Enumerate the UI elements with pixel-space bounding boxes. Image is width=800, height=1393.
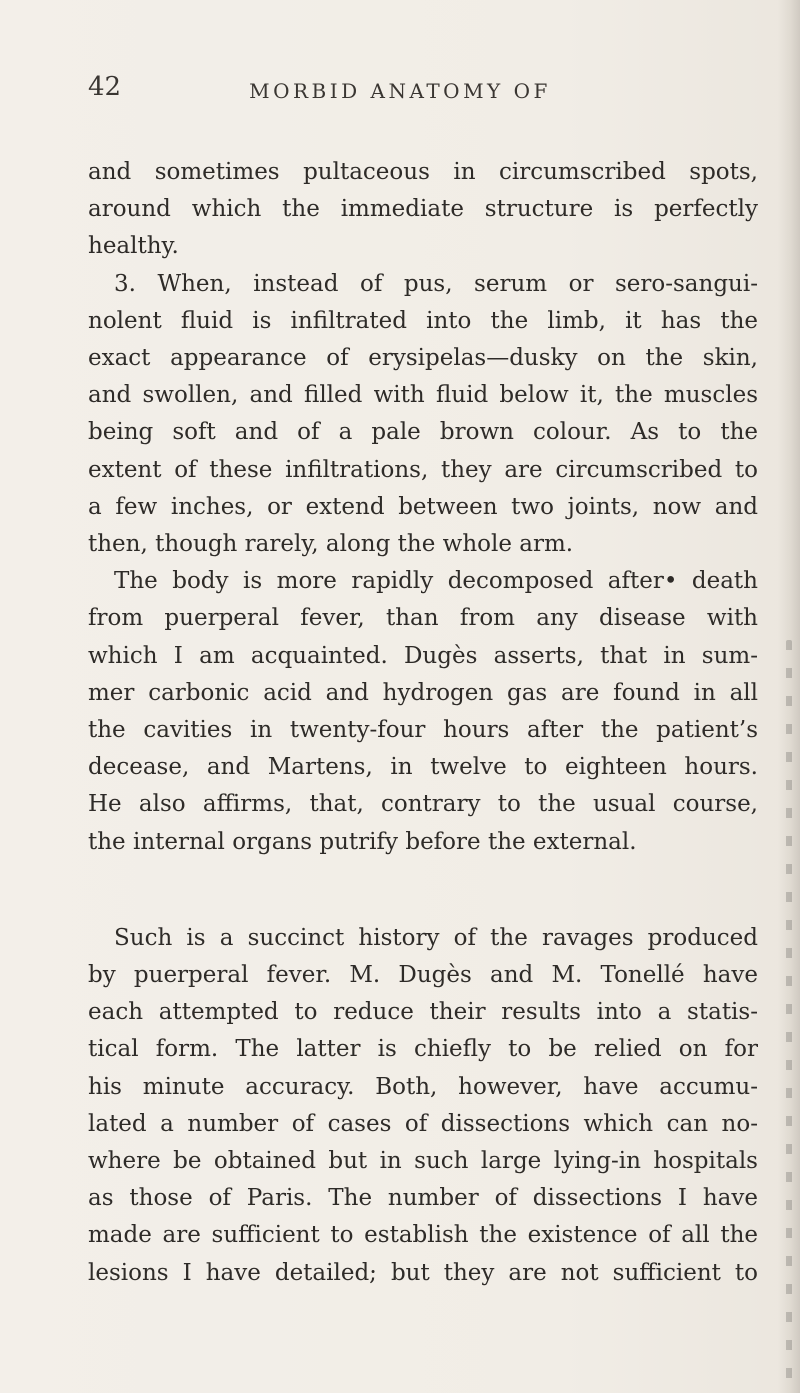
page-number: 42	[88, 72, 122, 102]
text-line: a few inches, or extend between two joints, now and	[88, 493, 758, 520]
text-line: tical form. The latter is chiefly to be relied on for	[88, 1036, 758, 1063]
text-line: and swollen, and filled with fluid below it, the muscles	[88, 382, 758, 409]
text-line: decease, and Martens, in twelve to eighteen hours.	[88, 754, 758, 781]
text-line: from puerperal fever, than from any disease with	[88, 605, 758, 632]
section-spacer	[88, 861, 758, 920]
running-title: MORBID ANATOMY OF	[249, 79, 551, 103]
text-line: made are sufficient to establish the existence of all the	[88, 1222, 758, 1249]
paragraph-summary	[88, 920, 758, 1292]
text-line: being soft and of a pale brown colour. As to the	[88, 419, 758, 446]
text-line: around which the immediate structure is perfectly	[88, 196, 758, 223]
paragraph-decomposition	[88, 563, 758, 861]
text-line: then, though rarely, along the whole arm.	[88, 531, 574, 558]
paragraph-continuation	[88, 154, 758, 266]
text-line: He also affirms, that, contrary to the usual course,	[88, 791, 758, 818]
text-line: The body is more rapidly decomposed after• death	[114, 568, 758, 595]
text-line: each attempted to reduce their results into a statis-	[88, 999, 758, 1026]
text-line: as those of Paris. The number of dissections I have	[88, 1185, 758, 1212]
text-line: which I am acquainted. Dugès asserts, that in sum-	[88, 642, 758, 669]
text-line: and sometimes pultaceous in circumscribed spots,	[88, 159, 758, 185]
text-line: nolent fluid is infiltrated into the limb, it has the	[88, 307, 758, 334]
text-line: Such is a succinct history of the ravages produced	[114, 924, 758, 951]
text-line: lated a number of cases of dissections which can no-	[88, 1110, 758, 1137]
page-edge-binding	[778, 0, 800, 1393]
text-line: exact appearance of erysipelas—dusky on the skin,	[88, 345, 758, 372]
text-line: by puerperal fever. M. Dugès and M. Tonellé have	[88, 962, 758, 989]
text-line: the cavities in twenty-four hours after the patient’s	[88, 717, 758, 744]
text-line: mer carbonic acid and hydrogen gas are found in all	[88, 679, 758, 706]
text-line: the internal organs putrify before the external.	[88, 828, 637, 855]
text-line: extent of these infiltrations, they are circumscribed to	[88, 456, 758, 483]
body-text	[88, 154, 758, 1292]
text-line: lesions I have detailed; but they are not sufficient to	[88, 1259, 758, 1286]
text-line: where be obtained but in such large lying-in hospitals	[88, 1148, 758, 1175]
text-line: 3. When, instead of pus, serum or sero-sangui-	[114, 270, 758, 297]
paragraph-item-3	[88, 266, 758, 564]
text-line: healthy.	[88, 233, 179, 260]
text-line: his minute accuracy. Both, however, have accumu-	[88, 1073, 758, 1100]
